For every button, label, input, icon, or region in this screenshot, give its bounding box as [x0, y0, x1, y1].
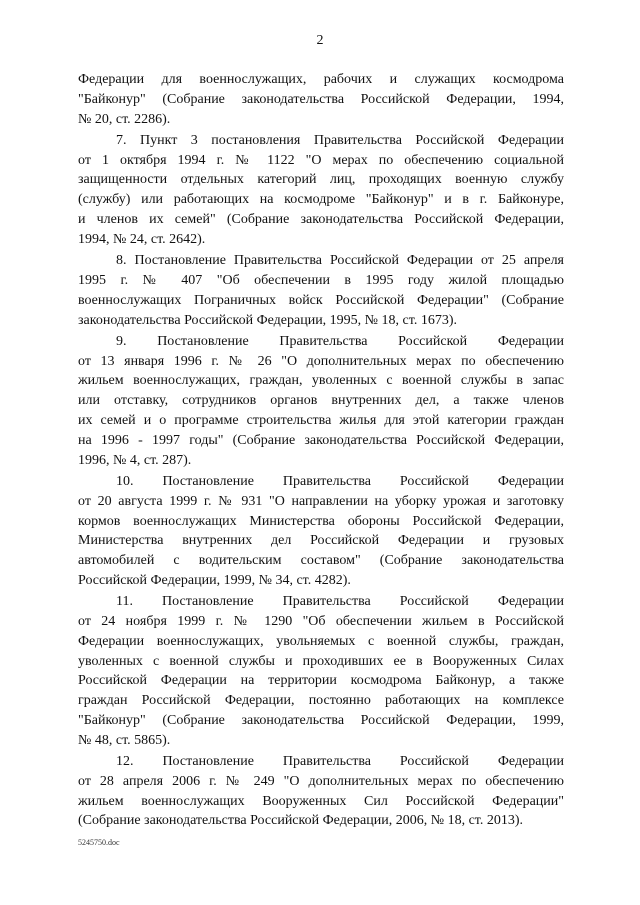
document-body — [78, 70, 564, 833]
paragraph-line: уволенных с военной службы и проходивших ее в Вооруженных Силах — [78, 653, 564, 669]
paragraph-line: Российской Федерации на территории космодрома Байконур, а также — [78, 673, 564, 689]
paragraph-line: Федерации для военнослужащих, рабочих и служащих космодрома — [78, 72, 564, 87]
paragraph-line: или отставку, сотрудников органов внутренних дел, а также членов — [78, 393, 564, 409]
paragraph — [78, 332, 564, 471]
paragraph — [78, 752, 564, 831]
paragraph-line: "Байконур" (Собрание законодательства Российской Федерации, 1999, — [78, 713, 564, 728]
paragraph-line: их семей и о программе строительства жилья для этой категории граждан — [78, 413, 564, 429]
paragraph-line: от 24 ноября 1999 г. № 1290 "Об обеспечении жильем в Российской — [78, 614, 564, 630]
paragraph-line: Российской Федерации, 1999, № 34, ст. 4282). — [78, 572, 351, 588]
paragraph-line: законодательства Российской Федерации, 1995, № 18, ст. 1673). — [78, 312, 457, 328]
paragraph-line: 10. Постановление Правительства Российской Федерации — [116, 473, 564, 489]
paragraph-line: защищенности отдельных категорий лиц, проходящих военную службу — [78, 172, 564, 188]
paragraph-line: № 20, ст. 2286). — [78, 111, 171, 127]
paragraph-line: (Собрание законодательства Российской Федерации, 2006, № 18, ст. 2013). — [78, 813, 524, 829]
paragraph-line: 1996, № 4, ст. 287). — [78, 452, 192, 468]
paragraph-line: от 1 октября 1994 г. № 1122 "О мерах по обеспечению социальной — [78, 152, 564, 168]
paragraph-line: и членов их семей" (Собрание законодательства Российской Федерации, — [78, 212, 564, 228]
page-number: 2 — [316, 33, 324, 48]
paragraph-line: 12. Постановление Правительства Российской Федерации — [116, 754, 564, 770]
footer-doc-id: 5245750.doc — [78, 838, 120, 847]
paragraph-line: 1995 г. № 407 "Об обеспечении в 1995 году жилой площадью — [78, 272, 564, 288]
paragraph-line: Федерации военнослужащих, увольняемых с военной службы, граждан, — [78, 633, 564, 649]
paragraph-line: от 20 августа 1999 г. № 931 "О направлении на уборку урожая и заготовку — [78, 493, 564, 509]
paragraph-line: 1994, № 24, ст. 2642). — [78, 231, 206, 247]
paragraph — [78, 472, 564, 591]
paragraph-line: 8. Постановление Правительства Российской Федерации от 25 апреля — [116, 253, 564, 269]
paragraph-line: граждан Российской Федерации, постоянно работающих на комплексе — [78, 693, 564, 709]
paragraph-line: военнослужащих Пограничных войск Российской Федерации" (Собрание — [78, 292, 564, 308]
paragraph-line: автомобилей с водительским составом" (Собрание законодательства — [78, 553, 564, 569]
paragraph-line: на 1996 - 1997 годы" (Собрание законодательства Российской Федерации, — [78, 432, 564, 448]
paragraph-line: Министерства внутренних дел Российской Федерации и грузовых — [78, 533, 564, 549]
paragraph-line: 11. Постановление Правительства Российской Федерации — [116, 594, 564, 610]
paragraph-line: 9. Постановление Правительства Российской Федерации — [116, 333, 564, 349]
paragraph-line: жильем военнослужащих, граждан, уволенных с военной службы в запас — [78, 373, 564, 389]
paragraph-line: (службу) или работающих на космодроме "Байконур" и в г. Байконуре, — [78, 192, 564, 208]
paragraph — [78, 251, 564, 330]
paragraph-line: кормов военнослужащих Министерства обороны Российской Федерации, — [78, 513, 564, 529]
paragraph — [78, 592, 564, 750]
paragraph — [78, 70, 564, 129]
paragraph-line: жильем военнослужащих Вооруженных Сил Российской Федерации" — [78, 793, 564, 809]
paragraph-line: от 28 апреля 2006 г. № 249 "О дополнительных мерах по обеспечению — [78, 773, 564, 789]
paragraph — [78, 131, 564, 250]
paragraph-line: 7. Пункт 3 постановления Правительства Российской Федерации — [116, 132, 564, 148]
paragraph-line: "Байконур" (Собрание законодательства Российской Федерации, 1994, — [78, 91, 564, 107]
paragraph-line: от 13 января 1996 г. № 26 "О дополнительных мерах по обеспечению — [78, 353, 564, 369]
paragraph-line: № 48, ст. 5865). — [78, 732, 171, 748]
